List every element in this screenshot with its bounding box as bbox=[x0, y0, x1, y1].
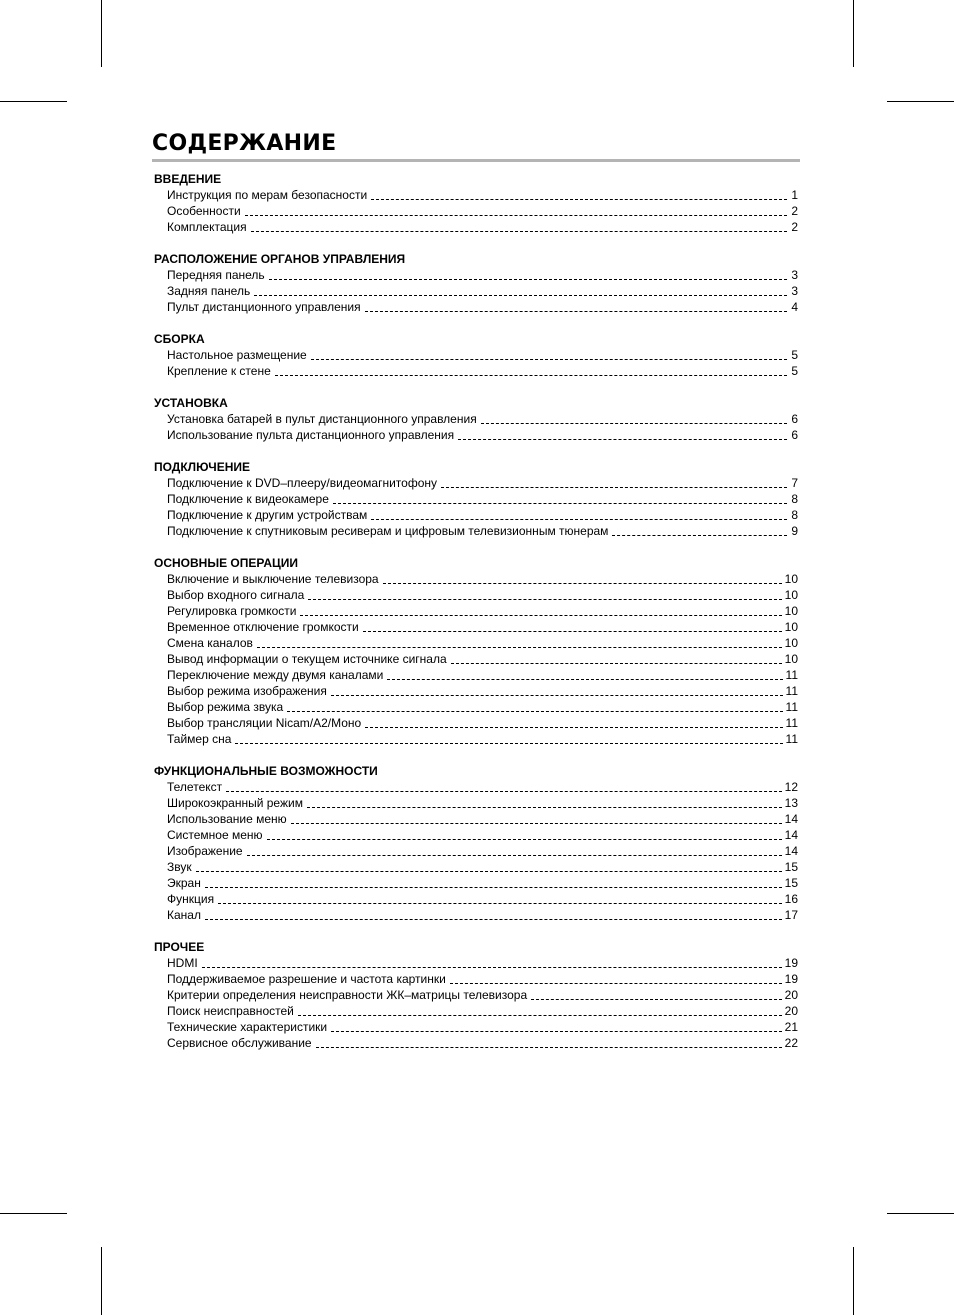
dot-leader bbox=[333, 503, 787, 504]
toc-entry[interactable] bbox=[154, 651, 798, 667]
toc-entry-label: Изображение bbox=[167, 844, 243, 858]
toc-entry[interactable] bbox=[154, 875, 798, 891]
dot-leader bbox=[267, 839, 782, 840]
toc-entry-page-number: 6 bbox=[791, 412, 798, 426]
toc-entry-page-number: 15 bbox=[784, 876, 798, 890]
toc-entry-label: Настольное размещение bbox=[167, 348, 307, 362]
toc-entry-label: Выбор режима звука bbox=[167, 700, 284, 714]
toc-entry[interactable] bbox=[154, 603, 798, 619]
dot-leader bbox=[371, 199, 787, 200]
toc-section bbox=[154, 171, 798, 235]
toc-entry-label: Выбор входного сигнала bbox=[167, 588, 305, 602]
toc-entry[interactable] bbox=[154, 987, 798, 1003]
crop-mark bbox=[101, 0, 102, 67]
toc-entry[interactable] bbox=[154, 187, 798, 203]
toc-entry-label: Вывод информации о текущем источнике сигнала bbox=[167, 652, 447, 666]
dot-leader bbox=[245, 215, 787, 216]
toc-entry-label: Использование меню bbox=[167, 812, 287, 826]
section-title: УСТАНОВКА bbox=[154, 396, 228, 410]
dot-leader bbox=[450, 983, 782, 984]
toc-section bbox=[154, 555, 798, 747]
toc-entry-page-number: 12 bbox=[784, 780, 798, 794]
dot-leader bbox=[202, 967, 782, 968]
toc-entry-page-number: 2 bbox=[791, 220, 798, 234]
dot-leader bbox=[331, 1031, 782, 1032]
dot-leader bbox=[531, 999, 782, 1000]
toc-entry-page-number: 14 bbox=[784, 828, 798, 842]
toc-entry-page-number: 10 bbox=[784, 620, 798, 634]
dot-leader bbox=[387, 679, 782, 680]
toc-entry[interactable] bbox=[154, 699, 798, 715]
dot-leader bbox=[275, 375, 787, 376]
section-title: СБОРКА bbox=[154, 332, 205, 346]
dot-leader bbox=[307, 807, 782, 808]
toc-section bbox=[154, 763, 798, 923]
toc-entry-page-number: 10 bbox=[784, 652, 798, 666]
crop-mark bbox=[853, 1247, 854, 1315]
dot-leader bbox=[196, 871, 782, 872]
toc-entry-label: Экран bbox=[167, 876, 201, 890]
section-title: ВВЕДЕНИЕ bbox=[154, 172, 222, 186]
toc-entry[interactable] bbox=[154, 507, 798, 523]
toc-entry-page-number: 11 bbox=[785, 684, 798, 698]
toc-entry-label: Подключение к другим устройствам bbox=[167, 508, 368, 522]
toc-entry-page-number: 19 bbox=[784, 956, 798, 970]
section-title: ПОДКЛЮЧЕНИЕ bbox=[154, 460, 251, 474]
toc-entry-label: Сервисное обслуживание bbox=[167, 1036, 312, 1050]
toc-entry[interactable] bbox=[154, 267, 798, 283]
toc-entry[interactable] bbox=[154, 907, 798, 923]
toc-entry-label: Использование пульта дистанционного управления bbox=[167, 428, 455, 442]
toc-entry-page-number: 10 bbox=[784, 604, 798, 618]
toc-entry-label: Установка батарей в пульт дистанционного управления bbox=[167, 412, 477, 426]
toc-entry-label: Поиск неисправностей bbox=[167, 1004, 294, 1018]
toc-entry-page-number: 19 bbox=[784, 972, 798, 986]
toc-entry-label: Канал bbox=[167, 908, 201, 922]
section-title: ФУНКЦИОНАЛЬНЫЕ ВОЗМОЖНОСТИ bbox=[154, 764, 378, 778]
toc-entry[interactable] bbox=[154, 891, 798, 907]
toc-entry-page-number: 11 bbox=[785, 732, 798, 746]
toc-entry-page-number: 8 bbox=[791, 492, 798, 506]
page-title: СОДЕРЖАНИЕ bbox=[152, 131, 337, 156]
dot-leader bbox=[383, 583, 782, 584]
toc-entry[interactable] bbox=[154, 203, 798, 219]
toc-entry-page-number: 10 bbox=[784, 588, 798, 602]
toc-entry-page-number: 16 bbox=[784, 892, 798, 906]
dot-leader bbox=[363, 631, 782, 632]
toc-entry-page-number: 4 bbox=[791, 300, 798, 314]
toc-entry-label: Технические характеристики bbox=[167, 1020, 328, 1034]
toc-entry-page-number: 14 bbox=[784, 812, 798, 826]
toc-entry-label: Выбор трансляции Nicam/A2/Моно bbox=[167, 716, 362, 730]
crop-mark bbox=[0, 1213, 67, 1214]
toc-entry[interactable] bbox=[154, 811, 798, 827]
dot-leader bbox=[365, 727, 782, 728]
dot-leader bbox=[441, 487, 787, 488]
dot-leader bbox=[226, 791, 782, 792]
toc-entry-page-number: 14 bbox=[784, 844, 798, 858]
toc-entry-page-number: 9 bbox=[791, 524, 798, 538]
toc-entry-page-number: 11 bbox=[785, 668, 798, 682]
crop-mark bbox=[887, 1213, 954, 1214]
section-title: ОСНОВНЫЕ ОПЕРАЦИИ bbox=[154, 556, 299, 570]
toc-entry-label: Выбор режима изображения bbox=[167, 684, 327, 698]
dot-leader bbox=[300, 615, 781, 616]
toc-entry-label: Пульт дистанционного управления bbox=[167, 300, 361, 314]
toc-entry-label: Комплектация bbox=[167, 220, 247, 234]
dot-leader bbox=[365, 311, 787, 312]
toc-entry-label: Задняя панель bbox=[167, 284, 251, 298]
dot-leader bbox=[316, 1047, 782, 1048]
dot-leader bbox=[298, 1015, 782, 1016]
table-of-contents bbox=[154, 171, 798, 1067]
toc-entry-page-number: 3 bbox=[791, 268, 798, 282]
toc-entry[interactable] bbox=[154, 795, 798, 811]
dot-leader bbox=[205, 887, 782, 888]
toc-entry-page-number: 21 bbox=[784, 1020, 798, 1034]
toc-entry-label: Критерии определения неисправности ЖК–матрицы телевизора bbox=[167, 988, 528, 1002]
toc-entry[interactable] bbox=[154, 635, 798, 651]
toc-section bbox=[154, 251, 798, 315]
dot-leader bbox=[205, 919, 782, 920]
toc-entry-page-number: 3 bbox=[791, 284, 798, 298]
toc-entry-label: Телетекст bbox=[167, 780, 223, 794]
dot-leader bbox=[287, 711, 782, 712]
toc-entry-page-number: 2 bbox=[791, 204, 798, 218]
toc-entry[interactable] bbox=[154, 1035, 798, 1051]
toc-entry-page-number: 7 bbox=[791, 476, 798, 490]
toc-section bbox=[154, 459, 798, 539]
toc-entry[interactable] bbox=[154, 523, 798, 539]
toc-entry-page-number: 15 bbox=[784, 860, 798, 874]
toc-entry-page-number: 13 bbox=[784, 796, 798, 810]
dot-leader bbox=[235, 743, 782, 744]
toc-entry-page-number: 22 bbox=[784, 1036, 798, 1050]
toc-entry[interactable] bbox=[154, 475, 798, 491]
toc-entry[interactable] bbox=[154, 1003, 798, 1019]
dot-leader bbox=[481, 423, 787, 424]
toc-entry-page-number: 1 bbox=[791, 188, 798, 202]
toc-entry[interactable] bbox=[154, 955, 798, 971]
toc-entry-page-number: 6 bbox=[791, 428, 798, 442]
toc-entry[interactable] bbox=[154, 491, 798, 507]
toc-entry[interactable] bbox=[154, 427, 798, 443]
toc-entry[interactable] bbox=[154, 587, 798, 603]
crop-mark bbox=[0, 101, 67, 102]
dot-leader bbox=[451, 663, 782, 664]
toc-entry-label: Передняя панель bbox=[167, 268, 265, 282]
dot-leader bbox=[218, 903, 782, 904]
toc-entry-label: Подключение к DVD–плееру/видеомагнитофону bbox=[167, 476, 438, 490]
toc-entry[interactable] bbox=[154, 363, 798, 379]
toc-entry-label: Временное отключение громкости bbox=[167, 620, 359, 634]
toc-entry[interactable] bbox=[154, 731, 798, 747]
dot-leader bbox=[308, 599, 781, 600]
toc-entry[interactable] bbox=[154, 859, 798, 875]
toc-entry[interactable] bbox=[154, 619, 798, 635]
toc-entry[interactable] bbox=[154, 827, 798, 843]
toc-entry[interactable] bbox=[154, 347, 798, 363]
dot-leader bbox=[371, 519, 787, 520]
toc-entry-label: Включение и выключение телевизора bbox=[167, 572, 379, 586]
dot-leader bbox=[247, 855, 782, 856]
crop-mark bbox=[101, 1247, 102, 1315]
toc-entry-page-number: 10 bbox=[784, 572, 798, 586]
dot-leader bbox=[311, 359, 787, 360]
toc-entry-page-number: 20 bbox=[784, 1004, 798, 1018]
toc-entry-page-number: 8 bbox=[791, 508, 798, 522]
toc-entry-page-number: 11 bbox=[785, 700, 798, 714]
dot-leader bbox=[331, 695, 783, 696]
toc-entry-label: Системное меню bbox=[167, 828, 263, 842]
toc-entry-label: Смена каналов bbox=[167, 636, 253, 650]
dot-leader bbox=[458, 439, 787, 440]
toc-section bbox=[154, 395, 798, 443]
toc-entry-page-number: 11 bbox=[785, 716, 798, 730]
toc-entry[interactable] bbox=[154, 779, 798, 795]
toc-entry-label: Таймер сна bbox=[167, 732, 232, 746]
toc-entry[interactable] bbox=[154, 219, 798, 235]
toc-entry-label: Крепление к стене bbox=[167, 364, 271, 378]
toc-entry[interactable] bbox=[154, 283, 798, 299]
crop-mark bbox=[887, 101, 954, 102]
toc-section bbox=[154, 331, 798, 379]
toc-entry-page-number: 10 bbox=[784, 636, 798, 650]
toc-entry-label: Переключение между двумя каналами bbox=[167, 668, 384, 682]
toc-entry-page-number: 5 bbox=[791, 348, 798, 362]
toc-entry[interactable] bbox=[154, 715, 798, 731]
toc-entry-label: Подключение к видеокамере bbox=[167, 492, 329, 506]
toc-entry-label: Подключение к спутниковым ресиверам и цифровым телевизионным тюнерам bbox=[167, 524, 609, 538]
toc-entry-page-number: 20 bbox=[784, 988, 798, 1002]
toc-entry[interactable] bbox=[154, 843, 798, 859]
toc-entry-label: Функция bbox=[167, 892, 215, 906]
title-rule bbox=[152, 159, 800, 162]
toc-entry-label: Инструкция по мерам безопасности bbox=[167, 188, 368, 202]
toc-entry[interactable] bbox=[154, 571, 798, 587]
toc-entry-page-number: 17 bbox=[784, 908, 798, 922]
toc-entry-label: Регулировка громкости bbox=[167, 604, 297, 618]
section-title: РАСПОЛОЖЕНИЕ ОРГАНОВ УПРАВЛЕНИЯ bbox=[154, 252, 406, 266]
dot-leader bbox=[257, 647, 782, 648]
dot-leader bbox=[269, 279, 787, 280]
dot-leader bbox=[612, 535, 787, 536]
toc-entry[interactable] bbox=[154, 411, 798, 427]
toc-entry-label: Особенности bbox=[167, 204, 241, 218]
toc-entry-label: HDMI bbox=[167, 956, 198, 970]
toc-entry[interactable] bbox=[154, 667, 798, 683]
toc-entry-label: Звук bbox=[167, 860, 192, 874]
dot-leader bbox=[254, 295, 787, 296]
toc-entry[interactable] bbox=[154, 299, 798, 315]
toc-entry[interactable] bbox=[154, 1019, 798, 1035]
toc-section bbox=[154, 939, 798, 1051]
toc-entry-label: Широкоэкранный режим bbox=[167, 796, 303, 810]
dot-leader bbox=[291, 823, 782, 824]
toc-entry[interactable] bbox=[154, 971, 798, 987]
crop-mark bbox=[853, 0, 854, 67]
toc-entry-page-number: 5 bbox=[791, 364, 798, 378]
section-title: ПРОЧЕЕ bbox=[154, 940, 205, 954]
toc-entry-label: Поддерживаемое разрешение и частота картинки bbox=[167, 972, 446, 986]
toc-entry[interactable] bbox=[154, 683, 798, 699]
dot-leader bbox=[251, 231, 787, 232]
